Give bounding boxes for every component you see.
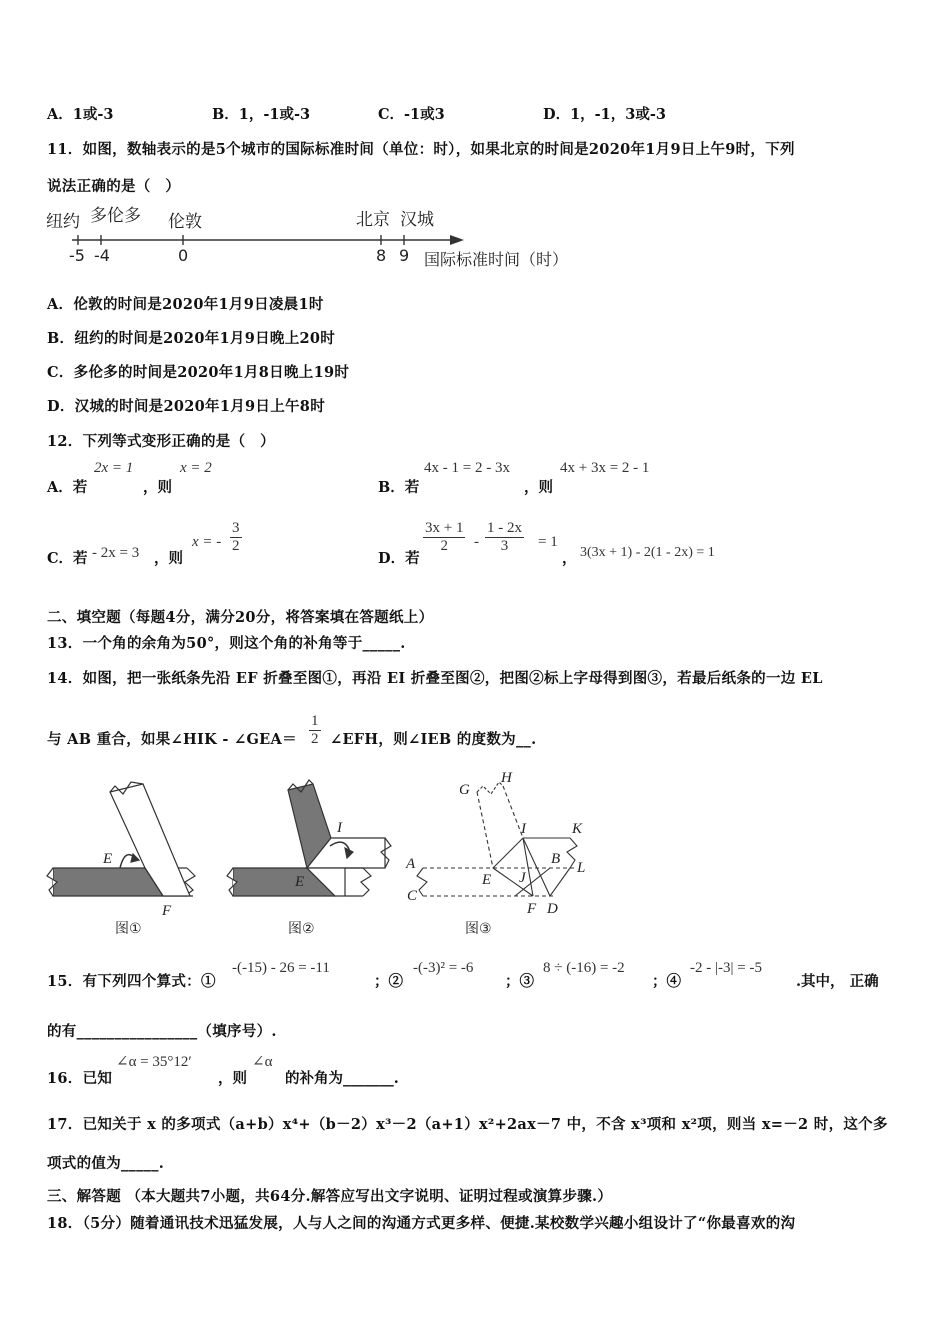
q16-expr: ∠α = 35°12′ [116, 1054, 192, 1070]
q15-sep2: ；③ [505, 973, 534, 990]
city-label-seoul: 汉城 [400, 210, 434, 230]
fig3-label-c: C [407, 888, 418, 904]
axis-arrow [450, 235, 464, 245]
tick-label-9: 9 [399, 246, 410, 265]
q12-c-num: 3 [232, 520, 240, 536]
q10-option-a: A．1或-3 [47, 106, 114, 123]
figure-1-caption: 图① [115, 921, 142, 937]
fig3-label-l: L [577, 860, 586, 876]
section-3-heading: 三、解答题 （本大题共7小题，共64分.解答应写出文字说明、证明过程或演算步骤.） [47, 1188, 613, 1205]
q12-d-num2: 1 - 2x [487, 520, 522, 536]
q16-prefix: 16．已知 [47, 1070, 113, 1087]
q12-b-then: ，则 [524, 479, 553, 496]
q15-prefix: 15．有下列四个算式：① [47, 973, 216, 990]
q14-line2a: 与 AB 重合，如果∠HIK - ∠GEA＝ [47, 731, 297, 748]
q15-expr1: -(-15) - 26 = -11 [232, 960, 330, 976]
q12-a-eq1: 2x = 1 [94, 460, 134, 476]
city-label-beijing: 北京 [356, 210, 390, 230]
q18-text: 18．（5分）随着通讯技术迅猛发展，人与人之间的沟通方式更多样、便捷.某校数学兴趣小组设计了“你最喜欢的沟 [47, 1215, 796, 1232]
q12-d-fraction1 [423, 520, 465, 555]
folding-figures [45, 768, 605, 938]
q17-line2: 项式的值为_____. [47, 1155, 165, 1172]
q12-d-eq2: 3(3x + 1) - 2(1 - 2x) = 1 [580, 545, 715, 560]
q12-c-prefix: C．若 [47, 550, 88, 567]
number-line-figure [44, 205, 604, 275]
q11-option-b: B．纽约的时间是2020年1月9日晚上20时 [47, 330, 336, 347]
q10-option-d: D．1，-1，3或-3 [543, 106, 666, 123]
fig3-label-a: A [406, 856, 416, 872]
fig2-label-e: E [295, 874, 305, 890]
q12-d-den2: 3 [500, 538, 509, 554]
q12-a-then: ，则 [143, 479, 172, 496]
q12-d-minus: - [474, 534, 479, 550]
q12-d-eq: = 1 [538, 534, 558, 550]
figure-3 [417, 782, 577, 896]
q14-line1: 14．如图，把一张纸条先沿 EF 折叠至图①，再沿 EI 折叠至图②，把图②标上字母得到图③，若最后纸条的一边 EL [47, 670, 823, 687]
tick-label-8: 8 [376, 246, 387, 265]
section-2-heading: 二、填空题（每题4分，满分20分，将答案填在答题纸上） [47, 609, 434, 626]
q15-sep1: ；② [374, 973, 403, 990]
q12-c-x: x = - [192, 534, 222, 550]
fig1-label-f: F [162, 903, 172, 919]
q10-option-b: B．1，-1或-3 [212, 106, 311, 123]
tick-label--5: -5 [69, 246, 85, 265]
q11-stem-line2: 说法正确的是（ ） [47, 178, 181, 195]
q14-fraction [309, 713, 321, 748]
q16-mid: ，则 [218, 1070, 247, 1087]
q13-text: 13．一个角的余角为50°，则这个角的补角等于_____. [47, 635, 406, 652]
q11-stem-line1: 11．如图，数轴表示的是5个城市的国际标准时间（单位：时），如果北京的时间是2020年1月9日上午9时，下列 [47, 141, 795, 158]
q16-suffix: 的补角为_______. [285, 1070, 399, 1087]
q11-option-d: D．汉城的时间是2020年1月9日上午8时 [47, 398, 325, 415]
q12-d-prefix: D．若 [378, 550, 420, 567]
q11-option-a: A．伦敦的时间是2020年1月9日凌晨1时 [47, 296, 324, 313]
axis-title: 国际标准时间（时） [424, 250, 569, 269]
q12-d-num1: 3x + 1 [425, 520, 464, 536]
tick-label--4: -4 [94, 246, 110, 265]
q16-alpha: ∠α [252, 1054, 273, 1070]
fig3-label-j: J [519, 870, 526, 886]
figure-3-caption: 图③ [465, 921, 492, 937]
figure-2-caption: 图② [288, 921, 315, 937]
fig2-label-i: I [337, 820, 342, 836]
q12-b-prefix: B．若 [378, 479, 420, 496]
q12-c-fraction [230, 520, 242, 555]
q12-b-eq2: 4x + 3x = 2 - 1 [560, 460, 650, 476]
city-label-newyork: 纽约 [46, 212, 80, 232]
q12-d-den1: 2 [440, 538, 448, 554]
q14-frac-num: 1 [311, 713, 319, 729]
figure-1 [47, 782, 195, 896]
q12-stem: 12．下列等式变形正确的是（ ） [47, 433, 275, 450]
q12-c-eq1: - 2x = 3 [92, 545, 140, 561]
tick-label-0: 0 [178, 246, 189, 265]
city-label-toronto: 多伦多 [90, 206, 141, 226]
q10-option-c: C．-1或3 [378, 106, 445, 123]
fig1-label-e: E [103, 851, 113, 867]
q15-sep3: ；④ [652, 973, 681, 990]
fig3-label-e: E [482, 872, 492, 888]
fig3-label-d: D [547, 901, 558, 917]
city-label-london: 伦敦 [168, 212, 202, 232]
fig3-label-k: K [572, 821, 583, 837]
q15-suffix: .其中， 正确 [796, 973, 879, 990]
q12-c-den: 2 [232, 538, 240, 554]
q11-option-c: C．多伦多的时间是2020年1月8日晚上19时 [47, 364, 350, 381]
q15-expr2: -(-3)² = -6 [413, 960, 474, 976]
fig3-label-f: F [527, 901, 537, 917]
q17-line1: 17．已知关于 x 的多项式（a+b）x⁴+（b－2）x³－2（a+1）x²+2ax－7 中，不含 x³项和 x²项，则当 x=－2 时，这个多 [47, 1116, 888, 1133]
fig3-label-b: B [551, 851, 561, 867]
q12-d-comma: ， [562, 550, 577, 567]
figure-2 [227, 780, 391, 896]
q12-b-eq1: 4x - 1 = 2 - 3x [424, 460, 510, 476]
fig3-label-h: H [501, 770, 512, 786]
q14-frac-den: 2 [311, 731, 319, 747]
q15-expr3: 8 ÷ (-16) = -2 [543, 960, 625, 976]
q14-line2b: ∠EFH，则∠IEB 的度数为__. [330, 731, 537, 748]
fig3-label-i: I [521, 821, 526, 837]
q15-line2: 的有________________（填序号）. [47, 1023, 277, 1040]
q12-c-then: ，则 [154, 550, 183, 567]
q12-a-eq2: x = 2 [180, 460, 212, 476]
q12-d-fraction2 [485, 520, 524, 555]
q15-expr4: -2 - |-3| = -5 [690, 960, 762, 976]
fig3-label-g: G [459, 782, 470, 798]
q12-a-prefix: A．若 [47, 479, 88, 496]
